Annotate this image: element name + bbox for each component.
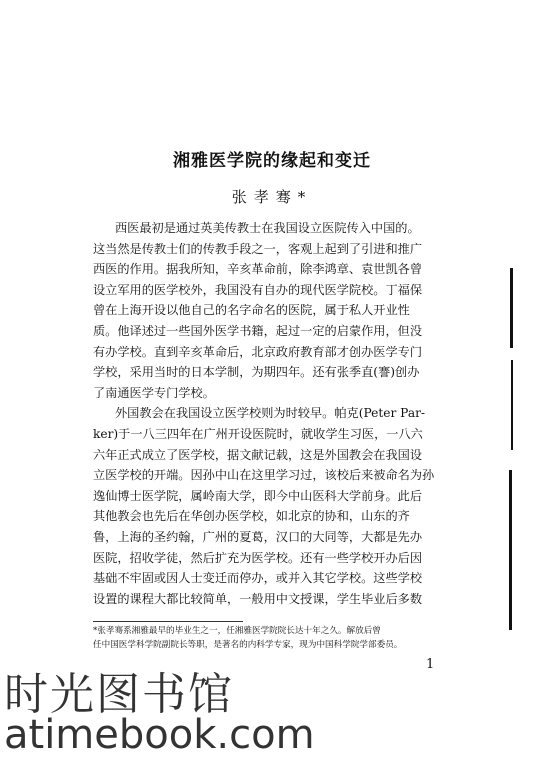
body-line: 设置的课程大都比较简单，一般用中文授课，学生毕业后多数 xyxy=(93,591,423,606)
scan-artifact-mark xyxy=(511,360,513,450)
watermark-site-url: atimebook.com xyxy=(4,712,315,758)
body-line: 外国教会在我国设立医学校则为时较早。帕克(Peter Par- xyxy=(115,406,426,421)
body-line: 曾在上海开设以他自己的名字命名的医院，属于私人开业性 xyxy=(93,303,410,318)
watermark-site-name: 时光图书馆 xyxy=(4,669,234,720)
body-line: 六年正式成立了医学校，据文献记载，这是外国教会在我国设 xyxy=(93,447,423,462)
author-byline: 张孝骞* xyxy=(231,188,313,206)
scan-artifact-mark xyxy=(509,470,512,630)
body-line: 西医的作用。据我所知，辛亥革命前，除李鸿章、袁世凯各曾 xyxy=(93,262,423,277)
body-line: 设立军用的医学校外，我国没有自办的现代医学院校。丁福保 xyxy=(93,282,423,297)
footnote-line: 任中国医学科学院副院长等职，是著名的内科学专家，现为中国科学院学部委员。 xyxy=(93,640,403,650)
body-line: 质。他译述过一些国外医学书籍，起过一定的启蒙作用，但没 xyxy=(93,323,423,338)
scan-artifact-mark xyxy=(510,268,513,348)
body-line: 逸仙博士医学院，属岭南大学，即今中山医科大学前身。此后 xyxy=(93,488,423,503)
body-line: 这当然是传教士们的传教手段之一，客观上起到了引进和推广 xyxy=(93,241,423,256)
body-line: 基础不牢固或因人士变迁而停办，或并入其它学校。这些学校 xyxy=(93,571,423,586)
body-line: 学校，采用当时的日本学制，为期四年。还有张季直(謇)创办 xyxy=(93,365,420,380)
footnote-line: *张孝骞系湘雅最早的毕业生之一，任湘雅医学院院长达十年之久。解放后曾 xyxy=(93,626,381,636)
body-line: 医院，招收学徒，然后扩充为医学校。还有一些学校开办后因 xyxy=(93,550,423,565)
body-line: 西医最初是通过英美传教士在我国设立医院传入中国的。 xyxy=(115,221,420,235)
body-line: 有办学校。直到辛亥革命后，北京政府教育部才创办医学专门 xyxy=(93,344,423,359)
footnote xyxy=(93,624,465,652)
body-line: 了南通医学专门学校。 xyxy=(93,385,215,400)
footnote-divider xyxy=(93,621,243,622)
body-line: 鲁，上海的圣约翰，广州的夏葛，汉口的大同等，大都是先办 xyxy=(93,529,423,544)
body-line: 其他教会也先后在华创办医学校，如北京的协和，山东的齐 xyxy=(93,509,410,524)
body-line: ker)于一八三四年在广州开设医院时，就收学生习医，一八六 xyxy=(93,426,423,441)
article-body xyxy=(93,218,465,609)
page-number: 1 xyxy=(426,657,435,672)
body-line: 立医学校的开端。因孙中山在这里学习过，该校后来被命名为孙 xyxy=(93,468,435,483)
article-title: 湘雅医学院的缘起和变迁 xyxy=(173,151,371,171)
